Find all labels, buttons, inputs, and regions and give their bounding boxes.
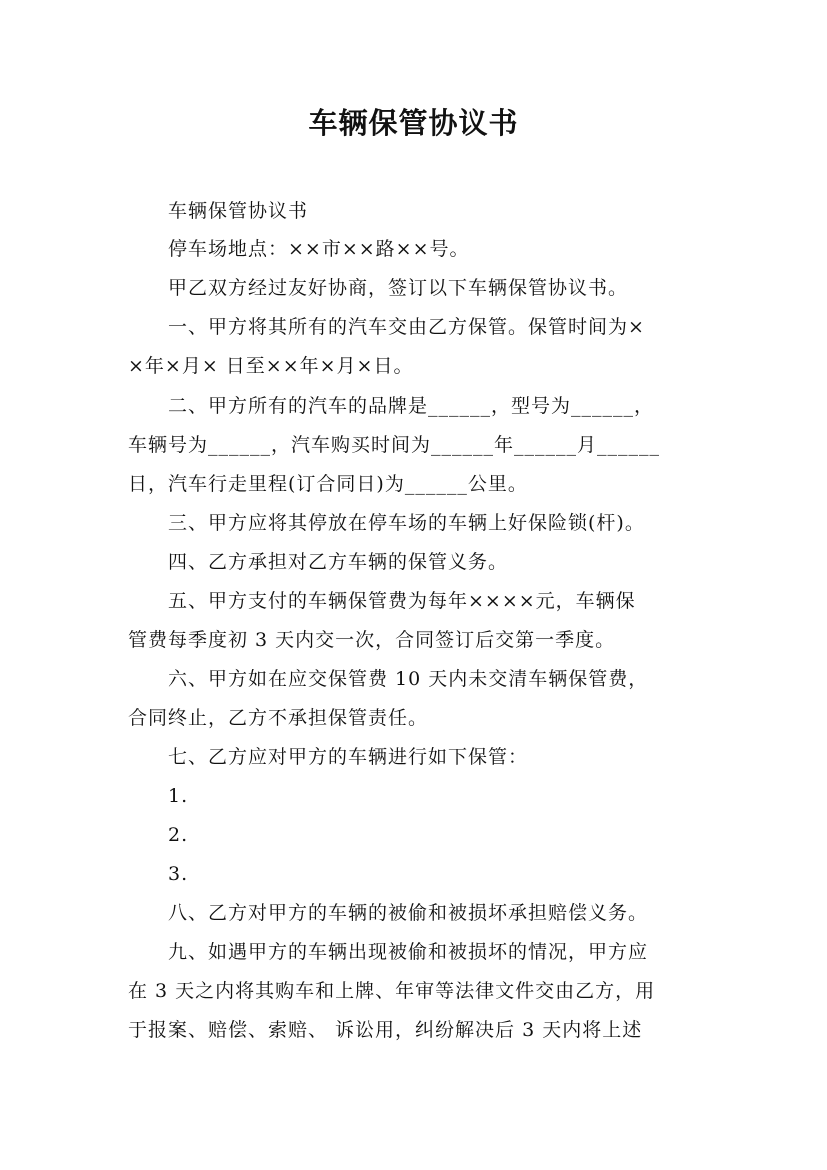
list-item: 1. [168,785,189,807]
text-line: 六、甲方如在应交保管费 10 天内未交清车辆保管费， [168,668,649,690]
text-line: 管费每季度初 3 天内交一次，合同签订后交第一季度。 [128,629,616,651]
text-line: 五、甲方支付的车辆保管费为每年××××元，车辆保 [168,590,636,612]
text-line: 八、乙方对甲方的车辆的被偷和被损坏承担赔偿义务。 [168,902,649,924]
text-line: 合同终止，乙方不承担保管责任。 [128,707,429,729]
text-line: 三、甲方应将其停放在停车场的车辆上好保险锁(杆)。 [168,512,645,534]
list-item: 2. [168,824,189,846]
text-line: 九、如遇甲方的车辆出现被偷和被损坏的情况，甲方应 [168,941,649,963]
text-line: 七、乙方应对甲方的车辆进行如下保管： [168,746,529,768]
list-item: 3. [168,863,189,885]
text-line: 甲乙双方经过友好协商，签订以下车辆保管协议书。 [168,277,629,299]
document-title: 车辆保管协议书 [308,106,519,140]
text-line: 日，汽车行走里程(订合同日)为______公里。 [128,473,528,495]
text-line: ×年×月× 日至××年×月×日。 [128,355,414,377]
text-line: 四、乙方承担对乙方车辆的保管义务。 [168,551,509,573]
text-line: 车辆保管协议书 [168,200,309,222]
text-line: 在 3 天之内将其购车和上牌、年审等法律文件交由乙方，用 [128,980,656,1002]
text-line: 于报案、赔偿、索赔、 诉讼用，纠纷解决后 3 天内将上述 [128,1019,643,1041]
text-line: 二、甲方所有的汽车的品牌是______，型号为______， [168,395,655,417]
text-line: 停车场地点：××市××路××号。 [168,238,470,260]
text-line: 车辆号为______，汽车购买时间为______年______月______ [128,434,661,456]
text-line: 一、甲方将其所有的汽车交由乙方保管。保管时间为× [168,316,645,338]
